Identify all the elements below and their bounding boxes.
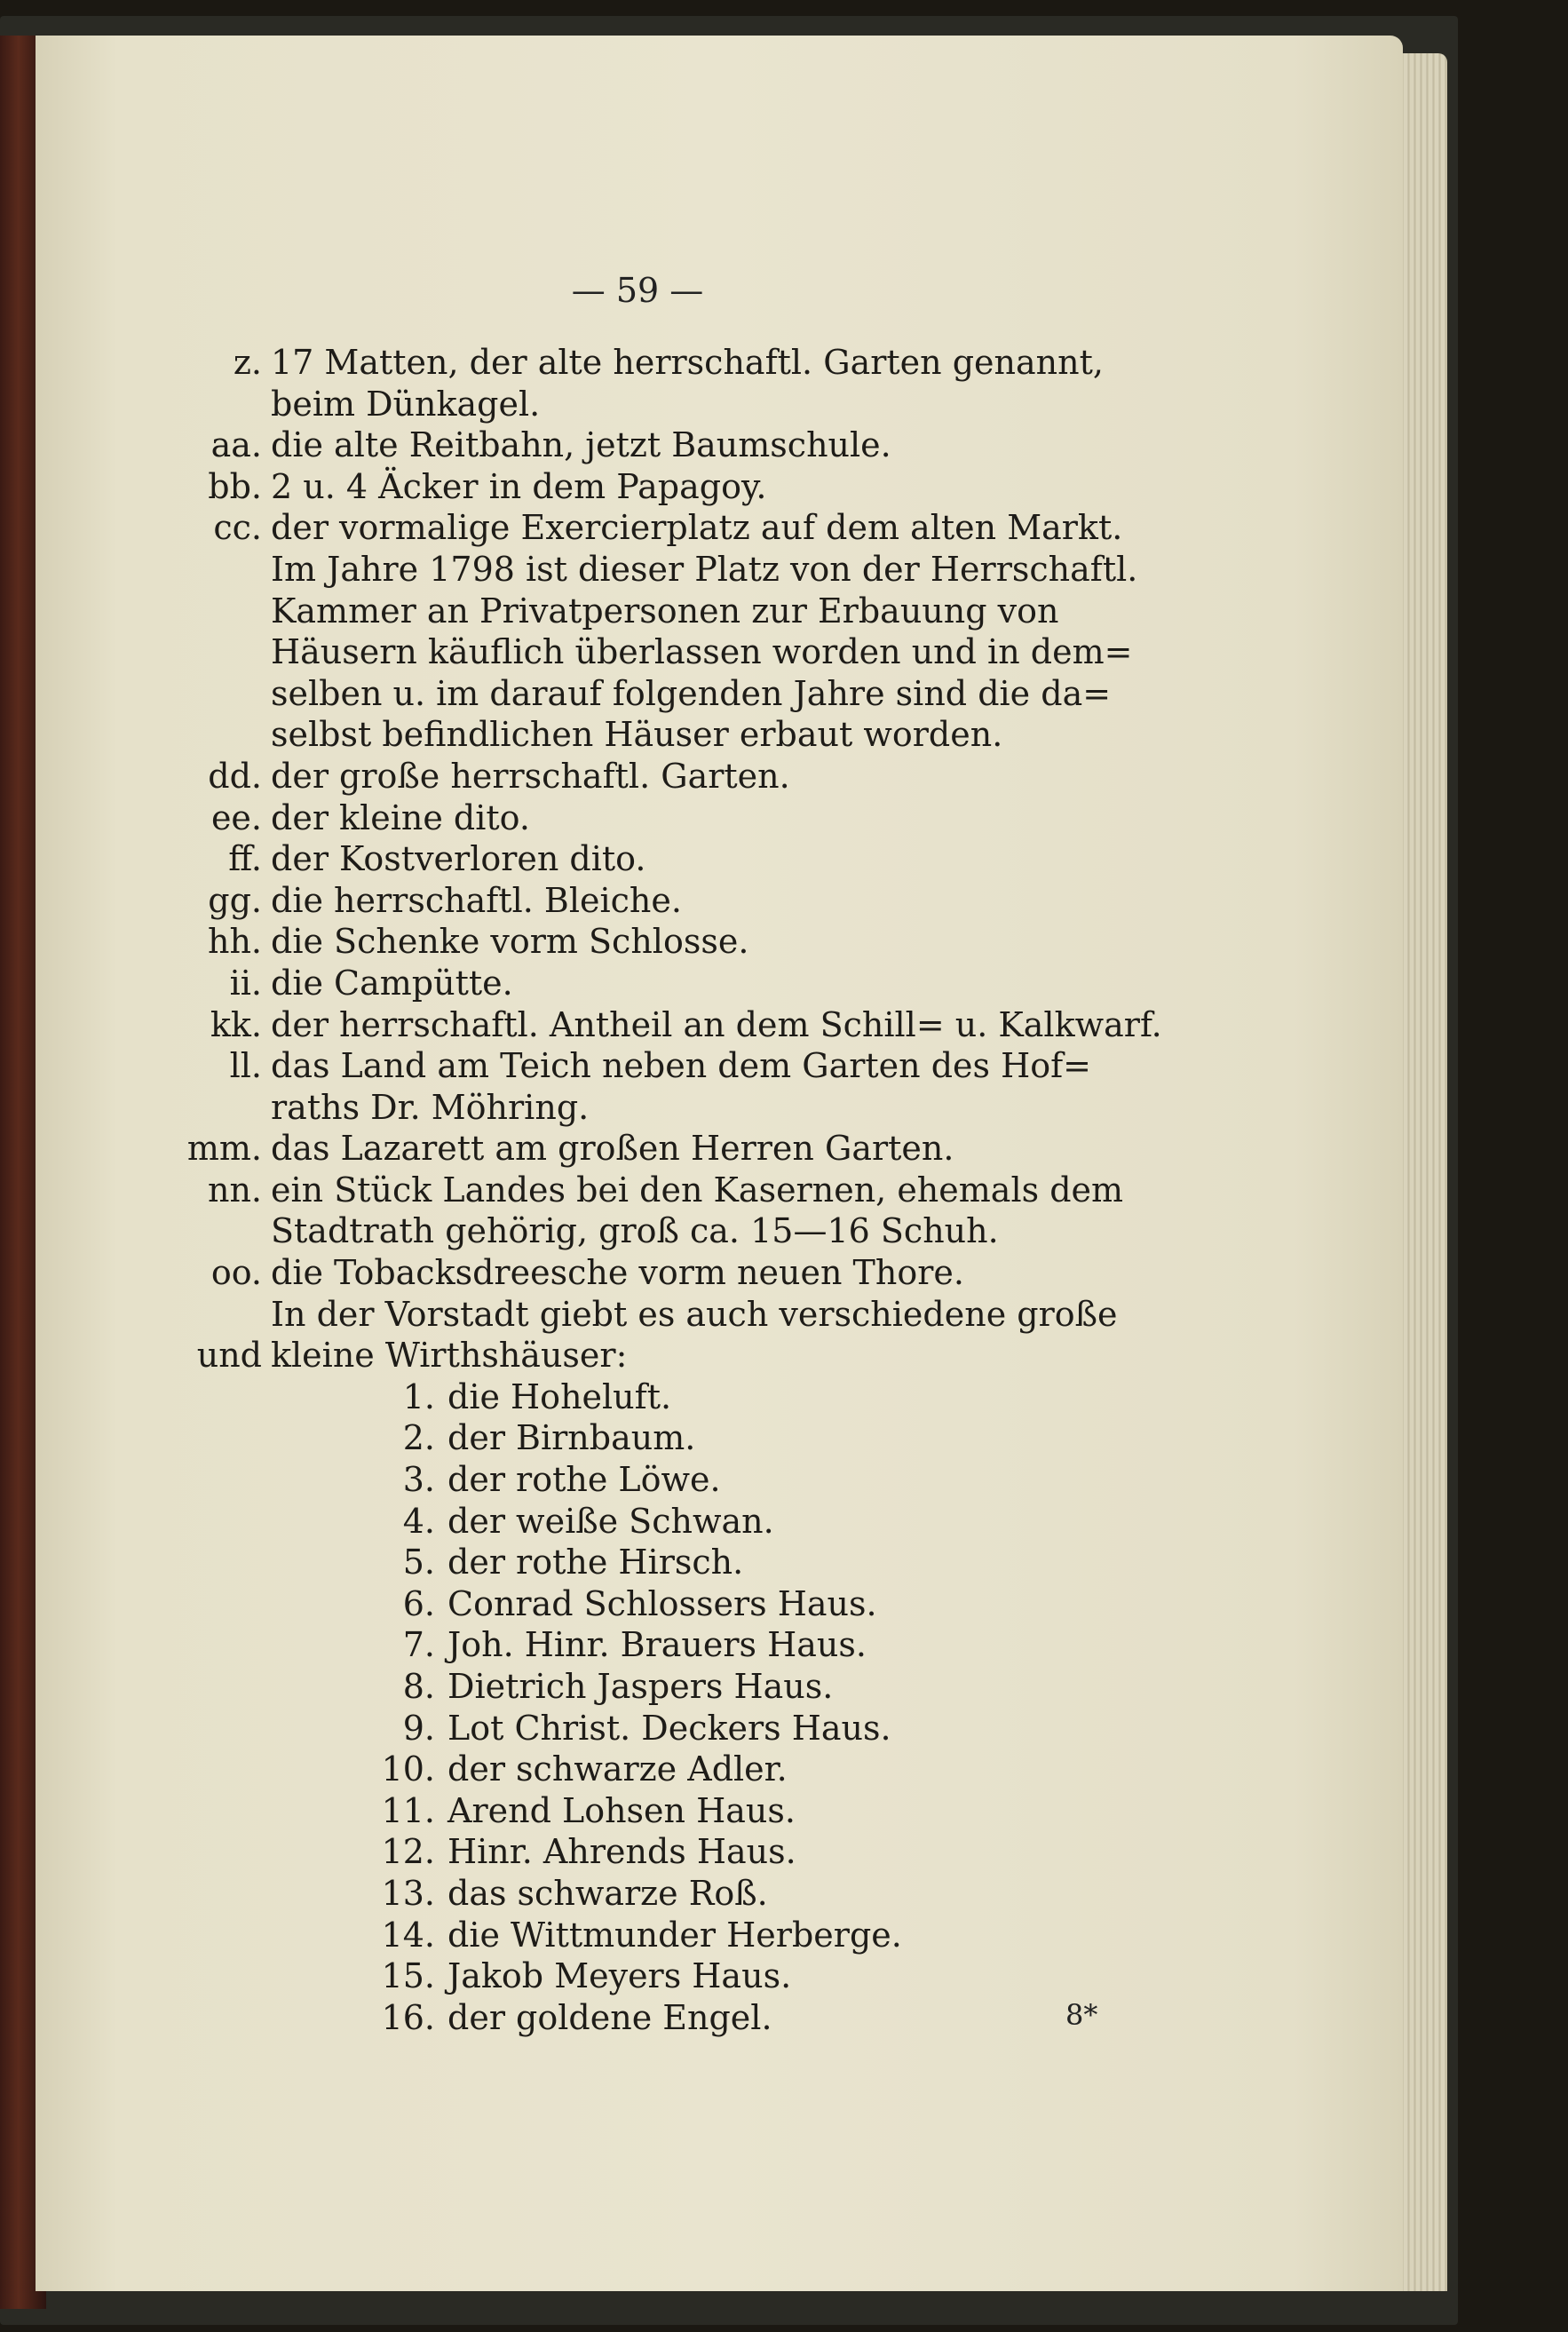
entry-key: cc.	[213, 508, 262, 548]
inn-name: Conrad Schlossers Haus.	[447, 1583, 877, 1623]
inn-list-item	[178, 1666, 1110, 1708]
entry-line	[178, 838, 1110, 880]
entry-line	[178, 756, 1110, 797]
entry-key	[178, 714, 262, 756]
entry-text: ein Stück Landes bei den Kasernen, ehemals dem	[271, 1170, 1124, 1210]
entry-line	[178, 342, 1110, 384]
inn-number: 6.	[402, 1583, 435, 1623]
entry-line	[178, 963, 1110, 1004]
entry-text: Stadtrath gehörig, groß ca. 15—16 Schuh.	[271, 1211, 999, 1251]
entry-text: selbst befindlichen Häuser erbaut worden.	[271, 715, 1003, 755]
entry-key: ff.	[228, 839, 262, 879]
inn-number: 10.	[381, 1749, 435, 1789]
inn-name: Jakob Meyers Haus.	[447, 1956, 792, 1996]
inn-number: 5.	[402, 1543, 435, 1582]
inn-name: Arend Lohsen Haus.	[447, 1790, 796, 1830]
entry-key: gg.	[208, 880, 262, 920]
paragraph-text: kleine Wirthshäuser:	[271, 1336, 628, 1376]
entry-key: ii.	[229, 963, 262, 1003]
entry-text: der Kostverloren dito.	[271, 839, 646, 879]
entry-line	[178, 1252, 1110, 1294]
inn-list-item	[178, 1708, 1110, 1749]
entry-line	[178, 1087, 1110, 1129]
entry-key: bb.	[208, 466, 262, 506]
entry-key: nn.	[207, 1170, 262, 1210]
entry-line	[178, 591, 1110, 632]
inn-number: 2.	[402, 1418, 435, 1458]
entry-line	[178, 1045, 1110, 1087]
entry-line	[178, 1004, 1162, 1046]
entry-text: Häusern käuflich überlassen worden und in dem=	[271, 632, 1133, 672]
entry-key	[178, 1210, 262, 1252]
inn-list-item	[178, 1417, 1110, 1459]
entry-key: dd.	[208, 756, 262, 796]
entry-line	[178, 1170, 1124, 1211]
entry-line	[178, 797, 1110, 839]
entry-key	[178, 631, 262, 673]
entry-text: der vormalige Exercierplatz auf dem alten Markt.	[271, 508, 1123, 548]
paragraph-line	[178, 1335, 1110, 1376]
paragraph-lead-word: und	[196, 1336, 262, 1376]
inn-number: 7.	[402, 1625, 435, 1665]
entry-text: Kammer an Privatpersonen zur Erbauung von	[271, 591, 1059, 631]
entry-key: hh.	[207, 922, 262, 962]
entry-text: das Land am Teich neben dem Garten des Hof=	[271, 1046, 1092, 1086]
entry-text: 2 u. 4 Äcker in dem Papagoy.	[271, 466, 767, 506]
entry-text: beim Dünkagel.	[271, 384, 541, 424]
inn-list-item	[178, 1542, 1110, 1583]
inn-number: 15.	[381, 1956, 435, 1996]
inn-name: Joh. Hinr. Brauers Haus.	[447, 1625, 867, 1665]
entry-key: aa.	[210, 425, 262, 465]
paragraph-text: In der Vorstadt giebt es auch verschiedene große	[271, 1294, 1118, 1334]
inn-list-item	[178, 1749, 1110, 1790]
entry-line	[178, 673, 1110, 715]
inn-name: der rothe Löwe.	[447, 1460, 721, 1500]
entry-text: raths Dr. Möhring.	[271, 1087, 590, 1127]
signature-mark: 8*	[1065, 1998, 1098, 2032]
inn-list-item	[178, 1790, 1110, 1832]
entry-key: ee.	[210, 797, 262, 837]
entry-line	[178, 466, 1110, 508]
entry-key: oo.	[210, 1253, 262, 1293]
entry-text: die Tobacksdreesche vorm neuen Thore.	[271, 1253, 964, 1293]
inn-list-item	[178, 1376, 1110, 1418]
inn-name: Lot Christ. Deckers Haus.	[447, 1708, 891, 1748]
inn-name: der goldene Engel.	[447, 1997, 772, 2037]
inn-number: 13.	[381, 1873, 435, 1913]
inn-name: die Wittmunder Herberge.	[447, 1915, 902, 1955]
inn-list-item	[178, 1459, 1110, 1501]
inn-name: der Birnbaum.	[447, 1418, 696, 1458]
inn-list-item	[178, 1915, 1110, 1956]
entry-key: ll.	[229, 1046, 262, 1086]
inn-number: 3.	[402, 1460, 435, 1500]
entry-text: der herrschaftl. Antheil an dem Schill= u. Kalkwarf.	[271, 1004, 1162, 1044]
inn-number: 9.	[402, 1708, 435, 1748]
entry-text: die herrschaftl. Bleiche.	[271, 880, 682, 920]
inn-name: das schwarze Roß.	[447, 1873, 768, 1913]
inn-name: der schwarze Adler.	[447, 1749, 788, 1789]
entry-key	[178, 591, 262, 632]
inn-list-item	[178, 1501, 1110, 1543]
entry-text: Im Jahre 1798 ist dieser Platz von der Herrschaftl.	[271, 549, 1138, 589]
entry-line	[178, 549, 1138, 591]
entry-key	[178, 384, 262, 425]
entry-key	[178, 549, 262, 591]
inn-name: Dietrich Jaspers Haus.	[447, 1667, 834, 1706]
entry-line	[178, 424, 1110, 466]
inn-list-item	[178, 1583, 1110, 1625]
page-number: — 59 —	[571, 271, 704, 310]
inn-number: 1.	[402, 1376, 435, 1416]
inn-list-item	[178, 1955, 1110, 1997]
inn-number: 4.	[402, 1501, 435, 1541]
inn-name: der weiße Schwan.	[447, 1501, 774, 1541]
entry-key	[178, 1087, 262, 1129]
entry-text: der kleine dito.	[271, 797, 530, 837]
inn-list-item	[178, 1831, 1110, 1873]
inn-list-item	[178, 1624, 1110, 1666]
entry-line	[178, 631, 1133, 673]
inn-number: 8.	[402, 1667, 435, 1706]
entry-key: kk.	[210, 1004, 262, 1044]
inn-name: der rothe Hirsch.	[447, 1543, 744, 1582]
page-text	[178, 342, 1162, 2038]
entry-line	[178, 1128, 1110, 1170]
inn-number: 16.	[381, 1997, 435, 2037]
entry-text: selben u. im darauf folgenden Jahre sind die da=	[271, 673, 1112, 713]
inn-list-item	[178, 1997, 1110, 2039]
entry-key: z.	[233, 343, 262, 382]
entry-line	[178, 507, 1123, 549]
paragraph-indent	[178, 1294, 262, 1336]
entry-text: 17 Matten, der alte herrschaftl. Garten genannt,	[271, 343, 1104, 382]
entry-key	[178, 673, 262, 715]
entry-text: der große herrschaftl. Garten.	[271, 756, 790, 796]
paragraph-line	[178, 1294, 1118, 1336]
inn-number: 12.	[381, 1832, 435, 1872]
entry-text: die Schenke vorm Schlosse.	[271, 922, 749, 962]
entry-text: die Campütte.	[271, 963, 513, 1003]
inn-name: Hinr. Ahrends Haus.	[447, 1832, 796, 1872]
entry-line	[178, 921, 1110, 963]
entry-line	[178, 880, 1110, 922]
inn-list-item	[178, 1873, 1110, 1915]
entry-key: mm.	[186, 1129, 262, 1169]
inn-name: die Hoheluft.	[447, 1376, 672, 1416]
entry-text: die alte Reitbahn, jetzt Baumschule.	[271, 425, 891, 465]
entry-line	[178, 714, 1110, 756]
inn-number: 14.	[381, 1915, 435, 1955]
inn-number: 11.	[381, 1790, 435, 1830]
entry-line	[178, 1210, 1110, 1252]
entry-text: das Lazarett am großen Herren Garten.	[271, 1129, 954, 1169]
entry-line	[178, 384, 1110, 425]
